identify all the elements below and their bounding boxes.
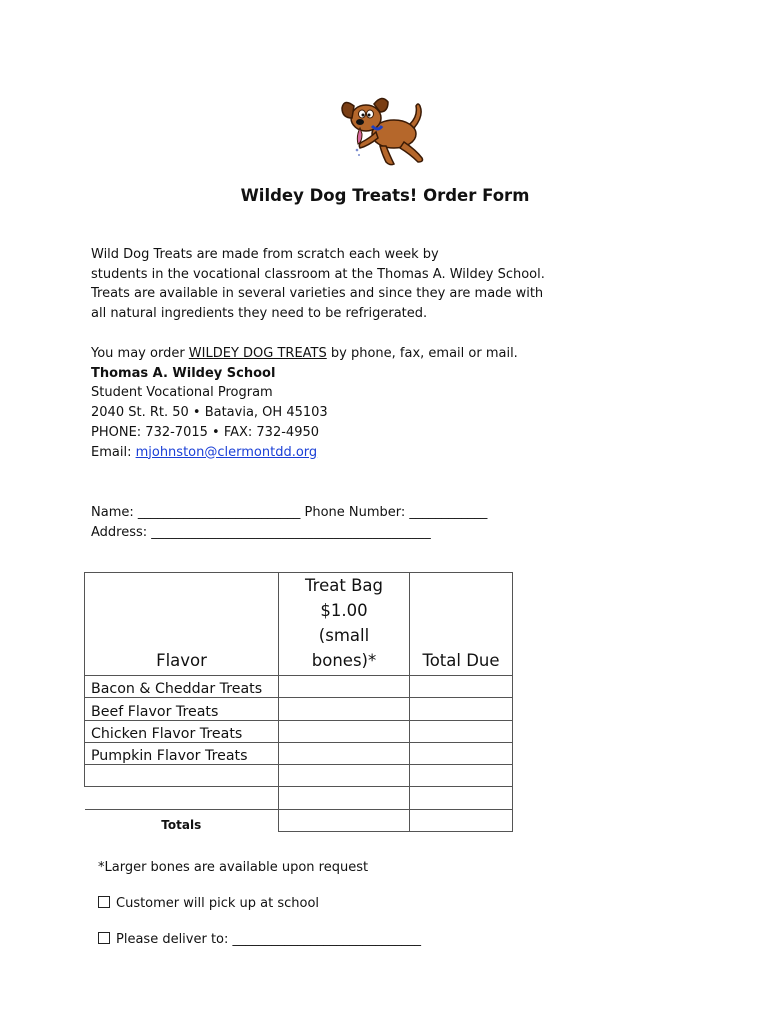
flavor-cell: Chicken Flavor Treats (85, 720, 279, 742)
header-treat-bag (279, 573, 410, 676)
customer-fields (91, 503, 487, 542)
header-bag-line: Treat Bag (305, 576, 383, 595)
table-row (85, 698, 513, 720)
intro-line: Treats are available in several varieties and since they are made with (91, 286, 544, 302)
contact-block (91, 344, 518, 462)
pickup-label: Customer will pick up at school (116, 896, 320, 911)
flavor-cell: Pumpkin Flavor Treats (85, 742, 279, 764)
total-cell[interactable] (410, 676, 513, 698)
totals-label: Totals (161, 817, 202, 832)
order-prefix: You may order (91, 346, 189, 361)
intro-line: all natural ingredients they need to be refrigerated. (91, 306, 428, 322)
quantity-cell[interactable] (279, 698, 410, 720)
flavor-cell: Beef Flavor Treats (85, 698, 279, 720)
header-total-due: Total Due (410, 573, 513, 676)
checkbox-icon[interactable] (98, 932, 110, 944)
address-field[interactable]: Address: ___________________________________________ (91, 524, 431, 540)
larger-bones-note: *Larger bones are available upon request (98, 860, 369, 875)
deliver-label: Please deliver to: _____________________________ (116, 932, 422, 947)
total-cell[interactable] (410, 742, 513, 764)
table-row (85, 765, 513, 787)
intro-paragraph (91, 245, 545, 324)
table-row (85, 676, 513, 698)
brand-name: WILDEY DOG TREATS (188, 346, 327, 361)
totals-row (85, 809, 513, 831)
header-bag-line: (small bones)* (311, 626, 377, 670)
quantity-cell[interactable] (279, 765, 410, 787)
checkbox-icon[interactable] (98, 896, 110, 908)
table-row (85, 742, 513, 764)
table-row (85, 787, 513, 809)
total-cell[interactable] (410, 720, 513, 742)
intro-line: Wild Dog Treats are made from scratch each week by (91, 247, 439, 262)
order-table (84, 572, 513, 832)
quantity-cell[interactable] (279, 742, 410, 764)
header-flavor: Flavor (85, 573, 279, 676)
program-name: Student Vocational Program (91, 385, 273, 401)
table-header-row (85, 573, 513, 676)
pickup-option[interactable] (98, 896, 319, 911)
total-cell[interactable] (410, 787, 513, 809)
phone-fax: PHONE: 732-7015 • FAX: 732-4950 (91, 424, 320, 440)
total-cell[interactable] (410, 698, 513, 720)
deliver-option[interactable] (98, 932, 421, 947)
quantity-cell[interactable] (279, 720, 410, 742)
school-name: Thomas A. Wildey School (91, 365, 276, 381)
email-label: Email: (91, 444, 136, 460)
name-phone-field[interactable]: Name: _________________________ Phone Number: ____________ (91, 505, 488, 520)
totals-quantity-cell[interactable] (279, 809, 410, 831)
email-link[interactable]: mjohnston@clermontdd.org (135, 444, 318, 460)
flavor-cell: Bacon & Cheddar Treats (85, 676, 279, 698)
dog-illustration (338, 92, 434, 166)
quantity-cell[interactable] (279, 676, 410, 698)
totals-due-cell[interactable] (410, 809, 513, 831)
page-title: Wildey Dog Treats! Order Form (240, 186, 530, 205)
table-row (85, 720, 513, 742)
email-line (91, 443, 518, 463)
total-cell[interactable] (410, 765, 513, 787)
school-address: 2040 St. Rt. 50 • Batavia, OH 45103 (91, 405, 328, 421)
flavor-cell (85, 765, 279, 787)
order-line (91, 344, 518, 364)
header-bag-price: $1.00 (320, 601, 368, 620)
quantity-cell[interactable] (279, 787, 410, 809)
spacer-cell (85, 787, 279, 809)
intro-line: students in the vocational classroom at the Thomas A. Wildey School. (91, 266, 545, 282)
order-suffix: by phone, fax, email or mail. (326, 346, 518, 361)
